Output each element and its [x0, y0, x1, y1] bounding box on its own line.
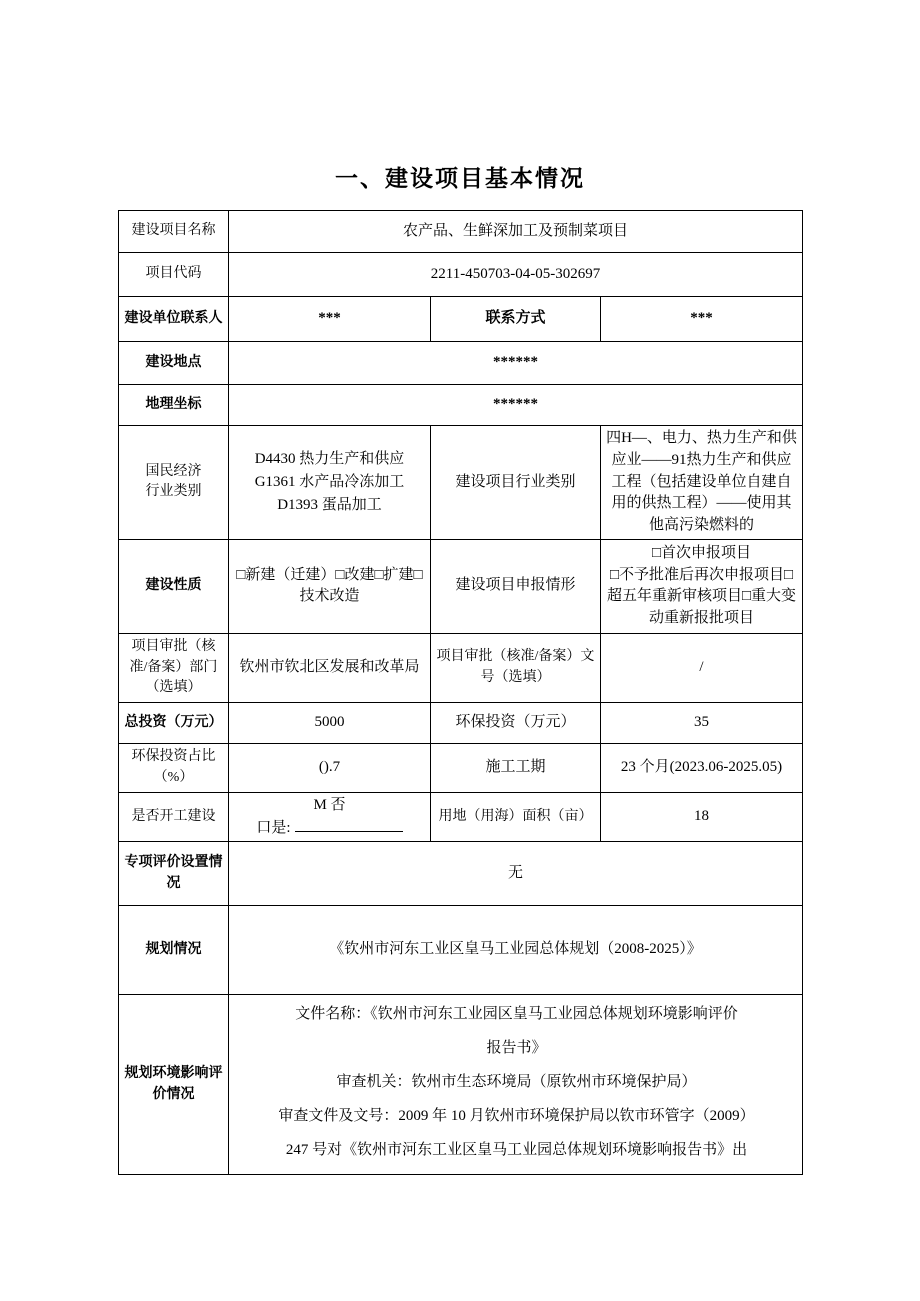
approval-number-value: /	[601, 633, 803, 702]
economy-industry-label	[119, 426, 229, 540]
row-env-ratio	[119, 743, 803, 792]
fill-in-blank-line	[295, 817, 403, 832]
row-special-evaluation	[119, 842, 803, 906]
row-approval-department	[119, 633, 803, 702]
special-evaluation-label: 专项评价设置情况	[119, 842, 229, 906]
eia-line-3: 审查机关：钦州市生态环境局（原钦州市环境保护局）	[336, 1074, 697, 1091]
row-industry	[119, 426, 803, 540]
row-planning	[119, 906, 803, 995]
industry-code-line-2: G1361 水产品冷冻加工	[254, 473, 405, 490]
construction-period-label: 施工工期	[431, 743, 601, 792]
project-code-value: 2211-450703-04-05-302697	[229, 253, 803, 297]
industry-code-line-1: D4430 热力生产和供应	[254, 450, 405, 467]
page-title: 一、建设项目基本情况	[335, 166, 585, 191]
contact-person-label: 建设单位联系人	[119, 297, 229, 342]
project-info-table	[118, 210, 803, 1175]
coordinates-value: ******	[229, 385, 803, 426]
project-industry-value: 四H—、电力、热力生产和供应业——91热力生产和供应工程（包括建设单位自建自用的供热工程）——使用其他高污染燃料的	[601, 426, 803, 540]
row-contact	[119, 297, 803, 342]
eia-line-1: 文件名称：《钦州市河东工业园区皇马工业园总体规划环境影响评价	[295, 1006, 738, 1023]
planning-value: 《钦州市河东工业区皇马工业园总体规划（2008-2025）》	[229, 906, 803, 995]
declaration-type-options	[601, 539, 803, 633]
declaration-type-label: 建设项目申报情形	[431, 539, 601, 633]
approval-department-label: 项目审批（核准/备案）部门（选填）	[119, 633, 229, 702]
env-ratio-value: ().7	[229, 743, 431, 792]
construction-period-value: 23 个月(2023.06-2025.05)	[601, 743, 803, 792]
contact-person-value: ***	[229, 297, 431, 342]
row-construction-nature	[119, 539, 803, 633]
env-investment-label: 环保投资（万元）	[431, 702, 601, 743]
construction-started-label: 是否开工建设	[119, 792, 229, 842]
row-project-name	[119, 211, 803, 253]
special-evaluation-value: 无	[229, 842, 803, 906]
planning-eia-content	[229, 995, 803, 1175]
economy-industry-codes	[229, 426, 431, 540]
industry-code-line-3: D1393 蛋品加工	[277, 497, 382, 513]
total-investment-value: 5000	[229, 702, 431, 743]
project-industry-label: 建设项目行业类别	[431, 426, 601, 540]
declaration-option-1: □首次申报项目	[651, 544, 752, 561]
location-value: ******	[229, 342, 803, 385]
project-name-label: 建设项目名称	[119, 211, 229, 253]
planning-label: 规划情况	[119, 906, 229, 995]
total-investment-label: 总投资（万元）	[119, 702, 229, 743]
project-name-value: 农产品、生鲜深加工及预制菜项目	[229, 211, 803, 253]
row-construction-started	[119, 792, 803, 842]
planning-eia-label: 规划环境影响评价情况	[119, 995, 229, 1175]
env-ratio-label: 环保投资占比（%）	[119, 743, 229, 792]
row-planning-eia	[119, 995, 803, 1175]
construction-nature-options: □新建（迁建）□改建□扩建□技术改造	[229, 539, 431, 633]
started-yes-option	[234, 817, 425, 840]
location-label: 建设地点	[119, 342, 229, 385]
approval-department-value: 钦州市钦北区发展和改革局	[229, 633, 431, 702]
row-location	[119, 342, 803, 385]
coordinates-label: 地理坐标	[119, 385, 229, 426]
construction-nature-label: 建设性质	[119, 539, 229, 633]
contact-method-value: ***	[601, 297, 803, 342]
row-coordinates	[119, 385, 803, 426]
row-investment	[119, 702, 803, 743]
land-area-label: 用地（用海）面积（亩）	[431, 792, 601, 842]
eia-line-2: 报告书》	[486, 1040, 547, 1057]
contact-method-label: 联系方式	[431, 297, 601, 342]
construction-started-options	[229, 792, 431, 842]
started-yes-label: 口是:	[256, 819, 291, 836]
row-project-code	[119, 253, 803, 297]
env-investment-value: 35	[601, 702, 803, 743]
eia-line-5: 247 号对《钦州市河东工业区皇马工业园总体规划环境影响报告书》出	[285, 1142, 748, 1159]
approval-number-label: 项目审批（核准/备案）文号（选填）	[431, 633, 601, 702]
land-area-value: 18	[601, 792, 803, 842]
economy-industry-label-text: 国民经济行业类别	[145, 464, 202, 500]
eia-line-4: 审查文件及文号：2009 年 10 月钦州市环境保护局以钦市环管字（2009）	[278, 1108, 755, 1125]
project-code-label: 项目代码	[119, 253, 229, 297]
declaration-option-2: □不予批准后再次申报项目□超五年重新审核项目□重大变动重新报批项目	[606, 566, 797, 626]
started-no-option: M 否	[313, 796, 346, 813]
